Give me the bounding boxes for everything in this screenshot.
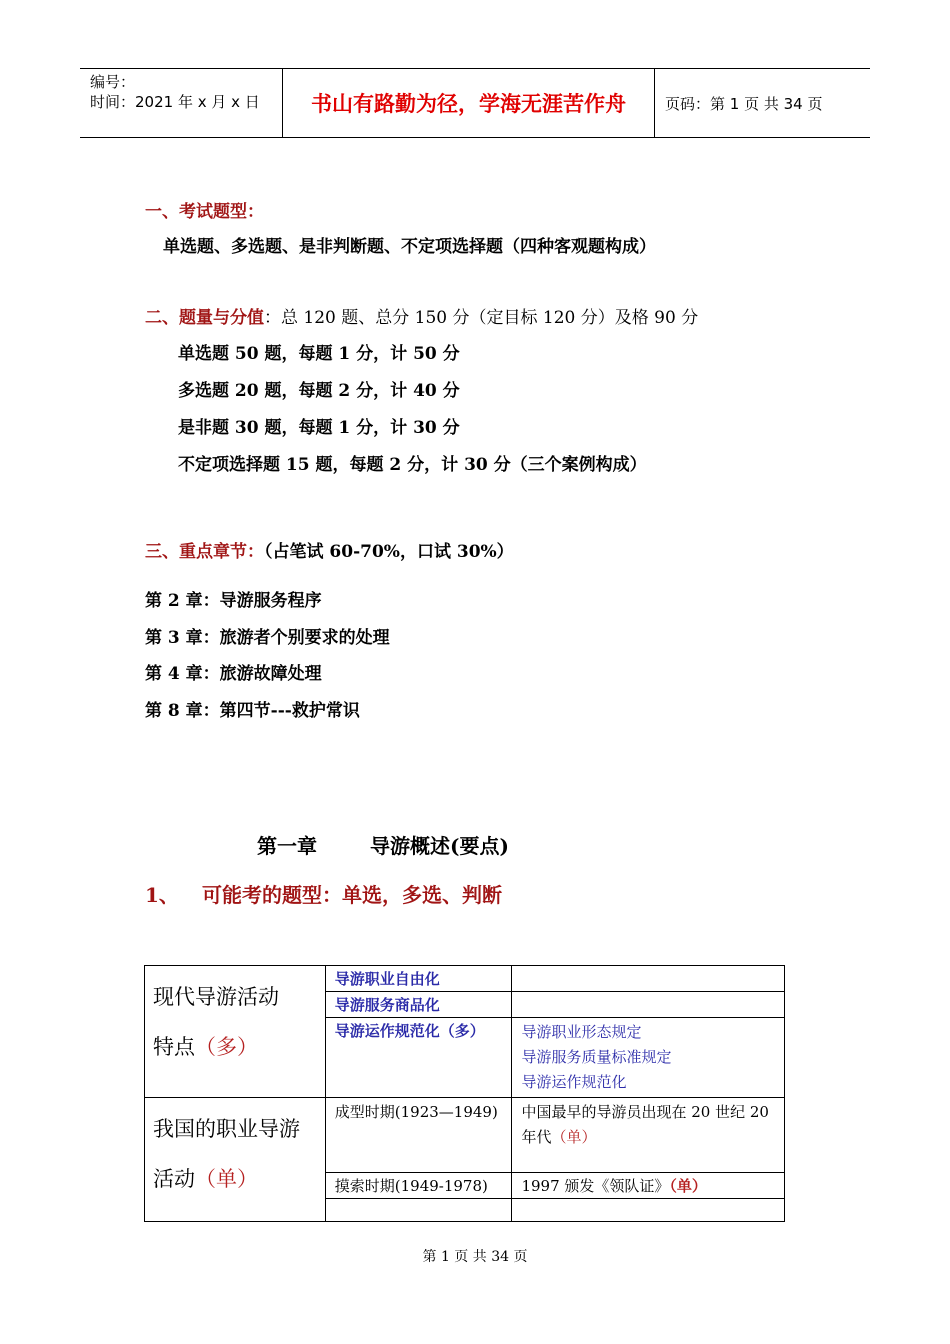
row2-heading-text: 活动 bbox=[153, 1167, 195, 1191]
section2-title: 二、题量与分值 bbox=[145, 308, 264, 328]
chapter-item: 第 3 章：旅游者个别要求的处理 bbox=[145, 628, 390, 648]
row1-item: 导游职业自由化 bbox=[325, 966, 512, 992]
period2-detail-cell bbox=[512, 1173, 785, 1199]
period1-detail: 中国最早的导游员出现在 20 世纪 20 年代 bbox=[521, 1103, 769, 1146]
row1-heading-text: 特点 bbox=[153, 1035, 195, 1059]
section2-item: 单选题 50 题，每题 1 分，计 50 分 bbox=[178, 344, 460, 364]
section3-note: （占笔试 60-70%，口试 30%） bbox=[264, 542, 514, 562]
row1-heading-line2 bbox=[153, 1022, 317, 1072]
table-row bbox=[145, 1098, 785, 1173]
section3-heading bbox=[145, 537, 514, 562]
row1-item: 导游运作规范化（多） bbox=[325, 1018, 512, 1098]
section2-summary: ：总 120 题、总分 150 分（定目标 120 分）及格 90 分 bbox=[264, 308, 699, 328]
row1-detail: 导游服务质量标准规定 bbox=[521, 1048, 672, 1066]
row1-heading-cell bbox=[145, 966, 326, 1098]
row1-item: 导游服务商品化 bbox=[325, 992, 512, 1018]
section2-item: 是非题 30 题，每题 1 分，计 30 分 bbox=[178, 418, 460, 438]
chapter-item: 第 8 章：第四节---救护常识 bbox=[145, 701, 360, 721]
period1-tag: （单） bbox=[551, 1128, 597, 1146]
chapter1-number: 第一章 bbox=[257, 834, 317, 858]
header-info-cell bbox=[80, 69, 283, 137]
row1-detail: 导游运作规范化 bbox=[521, 1073, 627, 1091]
period2-cell: 摸索时期(1949-1978) bbox=[325, 1173, 512, 1199]
row1-tag: （多） bbox=[195, 1035, 258, 1059]
doc-time-label: 时间：2021 年 x 月 x 日 bbox=[90, 93, 260, 111]
row1-heading: 现代导游活动 bbox=[153, 985, 279, 1009]
page-header bbox=[80, 68, 870, 138]
empty-cell bbox=[512, 1199, 785, 1222]
point-text: 可能考的题型：单选，多选、判断 bbox=[202, 883, 502, 907]
row2-tag: （单） bbox=[195, 1167, 258, 1191]
doc-number-label: 编号： bbox=[90, 73, 136, 91]
table-row bbox=[145, 966, 785, 992]
period2-tag: （单） bbox=[669, 1177, 707, 1195]
row2-heading: 我国的职业导游 bbox=[153, 1117, 300, 1141]
section2-item: 多选题 20 题，每题 2 分，计 40 分 bbox=[178, 381, 460, 401]
section2-item: 不定项选择题 15 题，每题 2 分，计 30 分（三个案例构成） bbox=[178, 455, 647, 475]
header-motto: 书山有路勤为径，学海无涯苦作舟 bbox=[283, 69, 655, 137]
summary-table bbox=[144, 965, 785, 1222]
empty-cell bbox=[512, 992, 785, 1018]
row2-heading-cell bbox=[145, 1098, 326, 1222]
period2-detail: 1997 颁发《领队证》 bbox=[521, 1177, 670, 1195]
empty-cell bbox=[512, 966, 785, 992]
chapter-item: 第 4 章：旅游故障处理 bbox=[145, 664, 322, 684]
header-page-code: 页码：第 1 页 共 34 页 bbox=[665, 94, 823, 113]
period1-detail-cell bbox=[512, 1098, 785, 1173]
row1-detail: 导游职业形态规定 bbox=[521, 1023, 642, 1041]
row1-details-cell bbox=[512, 1018, 785, 1098]
section1-title: 一、考试题型： bbox=[145, 202, 264, 222]
section1-body: 单选题、多选题、是非判断题、不定项选择题（四种客观题构成） bbox=[163, 237, 656, 257]
empty-cell bbox=[325, 1199, 512, 1222]
period1-cell: 成型时期(1923—1949) bbox=[325, 1098, 512, 1173]
chapter1-title: 导游概述(要点) bbox=[370, 834, 509, 858]
point-number: 1、 bbox=[145, 883, 179, 907]
section2-heading bbox=[145, 303, 698, 328]
chapter-item: 第 2 章：导游服务程序 bbox=[145, 591, 322, 611]
section3-title: 三、重点章节： bbox=[145, 542, 264, 562]
page-footer: 第 1 页 共 34 页 bbox=[422, 1249, 528, 1265]
row2-heading-line2 bbox=[153, 1154, 317, 1204]
